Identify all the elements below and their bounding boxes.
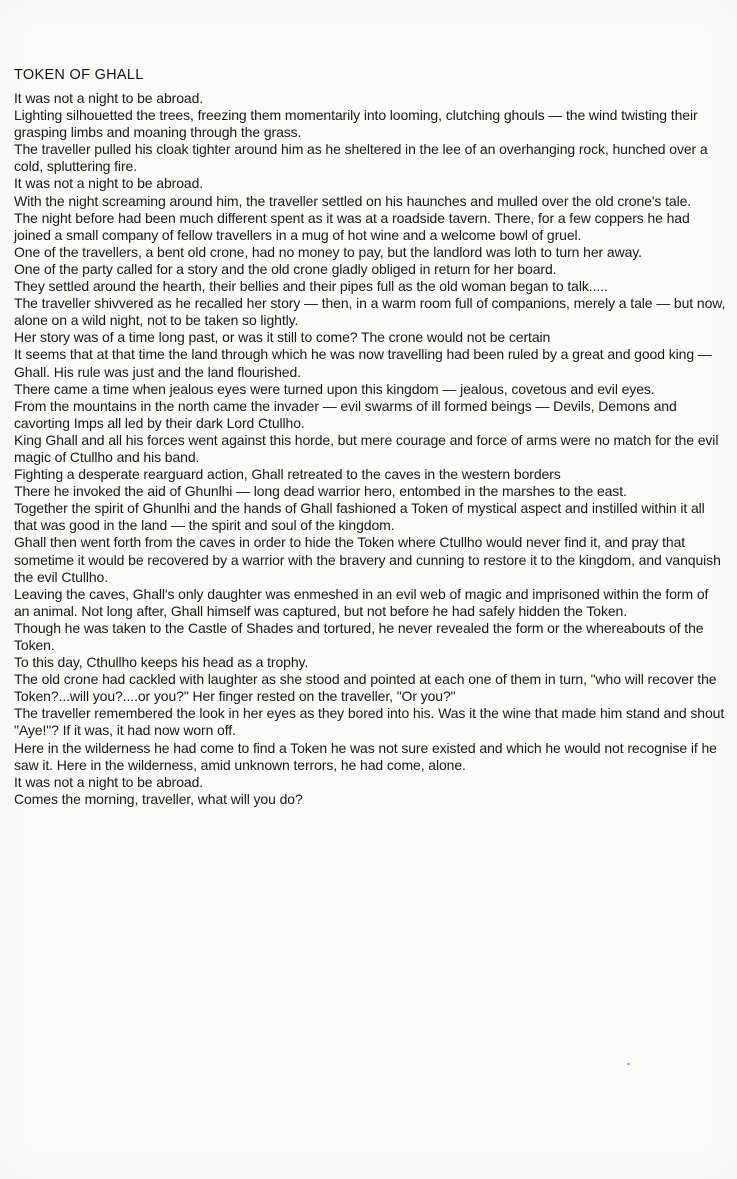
paragraph: The night before had been much different spent as it was at a roadside tavern. There, for a few coppers he had joined a small company of fellow travellers in a mug of hot wine and a welcome bowl of gruel. xyxy=(14,209,690,243)
paragraph: King Ghall and all his forces went against this horde, but mere courage and force of arms were no match for the evil magic of Ctullho and his band. xyxy=(14,431,719,465)
paragraph: The traveller pulled his cloak tighter around him as he sheltered in the lee of an overhanging rock, hunched over a cold, spluttering fire. xyxy=(14,141,708,175)
paragraph: One of the travellers, a bent old crone, had no money to pay, but the landlord was loth to turn her away. xyxy=(14,243,642,260)
paragraph: With the night screaming around him, the traveller settled on his haunches and mulled over the old crone's tale. xyxy=(14,192,692,209)
paragraph: Though he was taken to the Castle of Shades and tortured, he never revealed the form or the whereabouts of the Token. xyxy=(14,619,704,653)
paragraph: The traveller remembered the look in her eyes as they bored into his. Was it the wine that made him stand and shout "Aye!"? If it was, it had now worn off. xyxy=(14,705,725,739)
paragraph: To this day, Cthullho keeps his head as a trophy. xyxy=(14,654,309,671)
paragraph: Leaving the caves, Ghall's only daughter was enmeshed in an evil web of magic and imprisoned within the form of an animal. Not long after, Ghall himself was captured, but not before he had safely hidden the Token. xyxy=(14,585,709,619)
paragraph: It was not a night to be abroad. xyxy=(14,90,204,106)
paragraph: Her story was of a time long past, or was it still to come? The crone would not be certain xyxy=(14,329,551,346)
paragraph: Lighting silhouetted the trees, freezing them momentarily into looming, clutching ghouls — the wind twisting their grasping limbs and moaning through the grass. xyxy=(14,107,698,141)
paragraph: Fighting a desperate rearguard action, Ghall retreated to the caves in the western borders xyxy=(14,466,561,483)
paragraph: It seems that at that time the land through which he was now travelling had been ruled by a great and good king — Ghall. His rule was just and the land flourished. xyxy=(14,346,712,380)
paragraph: Ghall then went forth from the caves in order to hide the Token where Ctullho would never find it, and pray that sometime it would be recovered by a warrior with the bravery and cunning to restore it to the kingdom, and vanquish the evil Ctullho. xyxy=(14,534,721,585)
paragraph: It was not a night to be abroad. xyxy=(14,773,204,790)
paragraph: They settled around the hearth, their bellies and their pipes full as the old woman began to talk..... xyxy=(14,278,608,295)
document-title: TOKEN OF GHALL xyxy=(14,67,144,83)
paragraph: The old crone had cackled with laughter as she stood and pointed at each one of them in turn, "who will recover the Token?...will you?....or you?" Her finger rested on the traveller, "Or you?" xyxy=(14,671,717,705)
paragraph: The traveller shivvered as he recalled her story — then, in a warm room full of companions, merely a tale — but now, alone on a wild night, not to be taken so lightly. xyxy=(14,295,726,329)
paragraph: Comes the morning, traveller, what will you do? xyxy=(14,790,303,807)
paragraph: Here in the wilderness he had come to find a Token he was not sure existed and which he would not recognise if he saw it. Here in the wilderness, amid unknown terrors, he had come, alone. xyxy=(14,739,717,773)
paragraph: Together the spirit of Ghunlhi and the hands of Ghall fashioned a Token of mystical aspect and instilled within it all that was good in the land — the spirit and soul of the kingdom. xyxy=(14,500,705,534)
paragraph: From the mountains in the north came the invader — evil swarms of ill formed beings — Devils, Demons and cavorting Imps all led by their dark Lord Ctullho. xyxy=(14,397,677,431)
paragraph: It was not a night to be abroad. xyxy=(14,175,204,192)
paragraph: One of the party called for a story and the old crone gladly obliged in return for her board. xyxy=(14,260,557,277)
story-text xyxy=(14,66,726,808)
paper-speck xyxy=(627,1063,630,1065)
paragraph: There came a time when jealous eyes were turned upon this kingdom — jealous, covetous and evil eyes. xyxy=(14,380,655,397)
paragraph: There he invoked the aid of Ghunlhi — long dead warrior hero, entombed in the marshes to the east. xyxy=(14,483,627,500)
